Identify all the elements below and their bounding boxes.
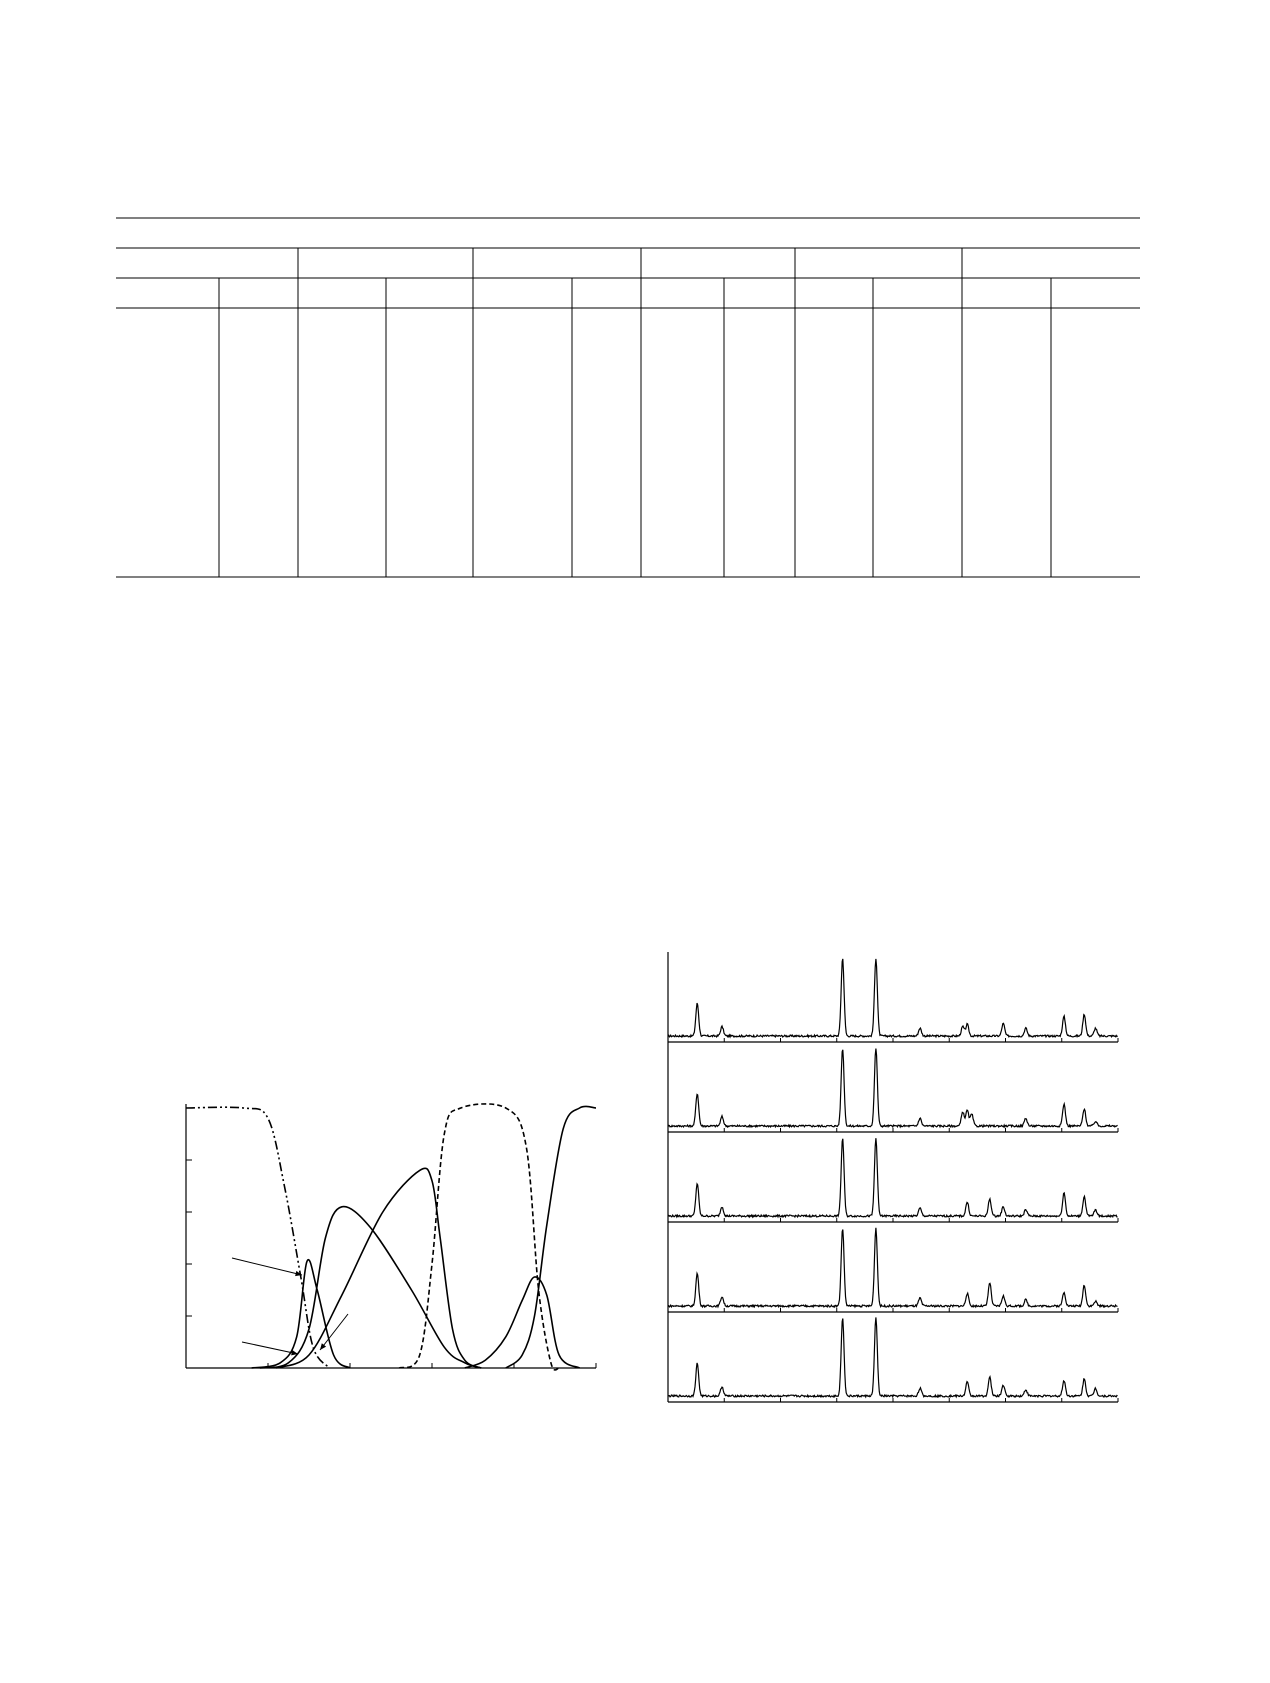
series-line-6 [506,1106,596,1368]
spectrum-line-3 [668,1228,1118,1307]
annotation-arrow-3-head [320,1343,326,1350]
series-line-3 [276,1168,481,1368]
spectrum-line-0 [668,959,1118,1037]
spectrum-line-4 [668,1317,1118,1397]
data-table [0,0,1270,600]
spectrum-line-2 [668,1138,1118,1217]
annotation-arrow-1 [232,1258,302,1275]
annotation-arrow-2 [242,1342,298,1354]
right-stacked-spectra [660,950,1130,1420]
series-line-0 [186,1107,330,1368]
spectrum-line-1 [668,1049,1118,1127]
series-line-4 [399,1104,559,1370]
left-line-chart [170,1100,620,1410]
